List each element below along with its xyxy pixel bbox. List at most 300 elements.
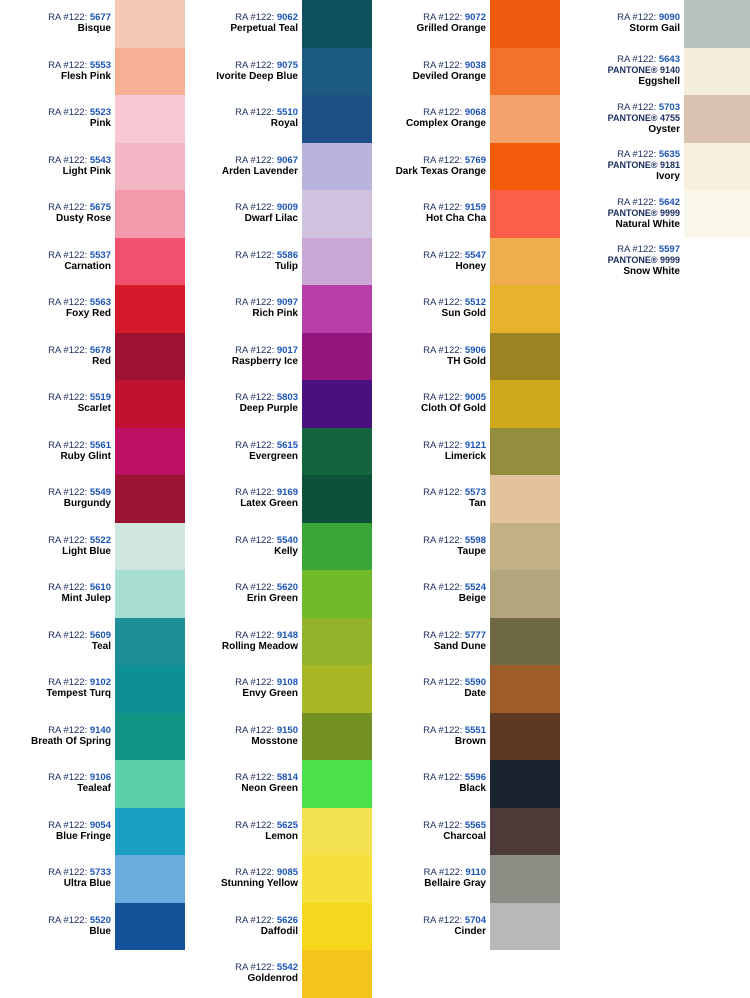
swatch-code-prefix: RA #122: [423, 867, 463, 879]
color-swatch-row [4, 285, 185, 333]
swatch-name: Ruby Glint [60, 450, 111, 462]
swatch-code [235, 630, 298, 641]
color-chip [302, 380, 372, 428]
swatch-pantone-code: PANTONE® 4755 [607, 112, 680, 123]
color-chip [115, 760, 185, 808]
swatch-name: Burgundy [63, 498, 111, 510]
swatch-code [48, 772, 111, 783]
swatch-code [423, 820, 486, 831]
color-chip [115, 190, 185, 238]
color-chip [115, 0, 185, 48]
swatch-name: Grilled Orange [416, 23, 486, 35]
swatch-code-prefix: RA #122: [423, 59, 463, 71]
swatch-name: Brown [454, 735, 486, 747]
swatch-code-prefix: RA #122: [48, 534, 88, 546]
color-chip [302, 428, 372, 476]
swatch-labels [185, 855, 302, 903]
swatch-code [48, 535, 111, 546]
swatch-name: Tealeaf [77, 783, 111, 795]
swatch-code [423, 535, 486, 546]
swatch-code [235, 867, 298, 878]
swatch-code [48, 677, 111, 688]
swatch-labels [372, 190, 490, 238]
swatch-name: Tan [468, 498, 486, 510]
swatch-name: Oyster [648, 123, 680, 135]
color-chip [490, 713, 560, 761]
swatch-name: Neon Green [241, 783, 298, 795]
color-swatch-row [185, 48, 372, 96]
swatch-code-number: 5642 [658, 196, 680, 208]
color-chip [302, 855, 372, 903]
color-swatch-row [185, 665, 372, 713]
swatch-name: Limerick [444, 450, 486, 462]
color-chip [302, 190, 372, 238]
color-chip [684, 143, 750, 191]
swatch-code-number: 5675 [89, 202, 111, 214]
swatch-labels [185, 428, 302, 476]
color-chip [302, 333, 372, 381]
swatch-code-number: 5520 [89, 914, 111, 926]
swatch-code-prefix: RA #122: [48, 202, 88, 214]
color-chip [490, 760, 560, 808]
swatch-code-number: 5524 [464, 582, 486, 594]
swatch-code-prefix: RA #122: [235, 12, 275, 24]
swatch-name: Daffodil [260, 925, 298, 937]
color-swatch-row [4, 380, 185, 428]
color-swatch-row [372, 808, 560, 856]
color-chip [490, 523, 560, 571]
swatch-code-number: 9017 [276, 344, 298, 356]
swatch-code-prefix: RA #122: [48, 582, 88, 594]
swatch-code-number: 5522 [89, 534, 111, 546]
color-swatch-row [4, 333, 185, 381]
color-swatch-row [560, 238, 750, 286]
swatch-code [235, 250, 298, 261]
swatch-code-number: 9159 [464, 202, 486, 214]
color-chip [302, 143, 372, 191]
swatch-code-prefix: RA #122: [423, 154, 463, 166]
color-chip [490, 48, 560, 96]
swatch-code-number: 5777 [464, 629, 486, 641]
swatch-name: Ivorite Deep Blue [216, 70, 298, 82]
swatch-name: Evergreen [249, 450, 298, 462]
swatch-labels [372, 665, 490, 713]
swatch-code [48, 440, 111, 451]
swatch-code-prefix: RA #122: [235, 819, 275, 831]
color-swatch-row [185, 713, 372, 761]
color-chip [490, 618, 560, 666]
swatch-code-number: 5547 [464, 249, 486, 261]
swatch-code-number: 5814 [276, 772, 298, 784]
swatch-code-number: 9148 [276, 629, 298, 641]
swatch-code-number: 5626 [276, 914, 298, 926]
swatch-code [235, 345, 298, 356]
swatch-code-number: 5551 [464, 724, 486, 736]
swatch-code-prefix: RA #122: [617, 54, 657, 66]
swatch-code [48, 345, 111, 356]
color-chip [490, 475, 560, 523]
swatch-labels [560, 48, 684, 96]
swatch-code-number: 5563 [89, 297, 111, 309]
color-swatch-row [185, 950, 372, 998]
swatch-labels [4, 760, 115, 808]
swatch-code-number: 5553 [89, 59, 111, 71]
swatch-code-prefix: RA #122: [423, 344, 463, 356]
swatch-labels [185, 523, 302, 571]
color-chip [490, 333, 560, 381]
color-swatch-row [185, 333, 372, 381]
swatch-name: Date [464, 688, 486, 700]
color-chip [115, 618, 185, 666]
color-swatch-row [185, 475, 372, 523]
swatch-name: Honey [455, 260, 486, 272]
swatch-code-prefix: RA #122: [235, 392, 275, 404]
color-swatch-row [185, 380, 372, 428]
swatch-labels [185, 0, 302, 48]
swatch-labels [372, 143, 490, 191]
swatch-labels [4, 190, 115, 238]
swatch-name: Eggshell [638, 76, 680, 88]
swatch-name: Hot Cha Cha [426, 213, 486, 225]
swatch-labels [185, 285, 302, 333]
swatch-code-prefix: RA #122: [235, 107, 275, 119]
swatch-name: Rolling Meadow [221, 640, 298, 652]
swatch-code-prefix: RA #122: [235, 582, 275, 594]
swatch-labels [372, 570, 490, 618]
swatch-name: Cinder [454, 925, 486, 937]
column-2 [185, 0, 372, 985]
swatch-name: Sun Gold [441, 308, 486, 320]
swatch-name: Ivory [656, 171, 680, 183]
color-chip [115, 380, 185, 428]
color-swatch-row [4, 95, 185, 143]
color-swatch-row [4, 570, 185, 618]
swatch-code-prefix: RA #122: [423, 724, 463, 736]
swatch-name: Flesh Pink [60, 70, 111, 82]
swatch-code-prefix: RA #122: [48, 439, 88, 451]
swatch-code-number: 5625 [276, 819, 298, 831]
swatch-labels [372, 238, 490, 286]
swatch-code-prefix: RA #122: [423, 12, 463, 24]
swatch-code-prefix: RA #122: [48, 12, 88, 24]
color-chip [115, 333, 185, 381]
swatch-name: Foxy Red [65, 308, 111, 320]
swatch-code [617, 197, 680, 208]
swatch-labels [372, 333, 490, 381]
swatch-code-prefix: RA #122: [423, 772, 463, 784]
swatch-code-prefix: RA #122: [48, 772, 88, 784]
swatch-labels [372, 0, 490, 48]
swatch-code-prefix: RA #122: [423, 487, 463, 499]
swatch-labels [185, 190, 302, 238]
swatch-code-number: 9108 [276, 677, 298, 689]
column-3 [372, 0, 560, 937]
swatch-labels [4, 475, 115, 523]
swatch-code [235, 582, 298, 593]
swatch-code-prefix: RA #122: [617, 149, 657, 161]
swatch-labels [560, 0, 684, 48]
color-swatch-row [372, 143, 560, 191]
swatch-code-number: 9097 [276, 297, 298, 309]
swatch-code-number: 9068 [464, 107, 486, 119]
swatch-code-prefix: RA #122: [48, 724, 88, 736]
color-chip [115, 95, 185, 143]
swatch-labels [560, 190, 684, 238]
swatch-code-number: 5586 [276, 249, 298, 261]
swatch-code [48, 867, 111, 878]
swatch-name: Teal [91, 640, 111, 652]
swatch-labels [185, 380, 302, 428]
color-swatch-row [372, 475, 560, 523]
swatch-code-number: 5769 [464, 154, 486, 166]
swatch-code [617, 149, 680, 160]
swatch-code-number: 5704 [464, 914, 486, 926]
swatch-code-prefix: RA #122: [48, 914, 88, 926]
swatch-name: Latex Green [240, 498, 298, 510]
swatch-code-prefix: RA #122: [423, 107, 463, 119]
swatch-code-number: 9140 [89, 724, 111, 736]
swatch-labels [372, 380, 490, 428]
swatch-code [235, 962, 298, 973]
swatch-labels [4, 143, 115, 191]
swatch-labels [372, 760, 490, 808]
swatch-name: Mosstone [251, 735, 298, 747]
swatch-code [235, 820, 298, 831]
color-chip [490, 428, 560, 476]
swatch-name: Perpetual Teal [230, 23, 298, 35]
swatch-code-number: 9067 [276, 154, 298, 166]
color-swatch-row [185, 855, 372, 903]
swatch-code-prefix: RA #122: [48, 154, 88, 166]
swatch-labels [560, 238, 684, 286]
swatch-code [235, 392, 298, 403]
swatch-name: Light Pink [62, 165, 111, 177]
color-swatch-row [372, 855, 560, 903]
swatch-code-prefix: RA #122: [423, 439, 463, 451]
color-chip [115, 523, 185, 571]
swatch-code-number: 5620 [276, 582, 298, 594]
swatch-name: Deviled Orange [412, 70, 486, 82]
swatch-code [48, 725, 111, 736]
color-chip [490, 143, 560, 191]
swatch-code-number: 5678 [89, 344, 111, 356]
color-swatch-row [185, 95, 372, 143]
swatch-code [423, 772, 486, 783]
color-swatch-row [372, 380, 560, 428]
swatch-name: Dark Texas Orange [395, 165, 486, 177]
color-chip [302, 665, 372, 713]
swatch-code [48, 630, 111, 641]
color-swatch-row [185, 618, 372, 666]
color-swatch-row [372, 333, 560, 381]
swatch-code-prefix: RA #122: [235, 962, 275, 974]
swatch-code-prefix: RA #122: [235, 677, 275, 689]
swatch-code [48, 820, 111, 831]
swatch-labels [4, 903, 115, 951]
swatch-code [423, 107, 486, 118]
color-swatch-row [4, 808, 185, 856]
swatch-code-prefix: RA #122: [48, 867, 88, 879]
swatch-name: Cloth Of Gold [421, 403, 486, 415]
color-chip [302, 95, 372, 143]
swatch-code [235, 202, 298, 213]
swatch-labels [185, 903, 302, 951]
swatch-code [424, 867, 486, 878]
color-chip [302, 713, 372, 761]
swatch-code-number: 5703 [658, 101, 680, 113]
color-swatch-row [372, 238, 560, 286]
swatch-name: Beige [458, 593, 486, 605]
swatch-code [235, 107, 298, 118]
color-swatch-row [4, 618, 185, 666]
color-swatch-row [4, 713, 185, 761]
color-swatch-row [372, 665, 560, 713]
swatch-code-number: 5590 [464, 677, 486, 689]
swatch-code-prefix: RA #122: [235, 344, 275, 356]
swatch-labels [4, 238, 115, 286]
swatch-name: Complex Orange [405, 118, 486, 130]
color-swatch-row [185, 285, 372, 333]
color-chip [684, 0, 750, 48]
swatch-name: Dusty Rose [55, 213, 111, 225]
swatch-name: Erin Green [246, 593, 298, 605]
swatch-labels [372, 855, 490, 903]
swatch-code [423, 202, 486, 213]
swatch-code-prefix: RA #122: [235, 914, 275, 926]
swatch-code-prefix: RA #122: [617, 101, 657, 113]
swatch-code-prefix: RA #122: [235, 772, 275, 784]
swatch-pantone-code: PANTONE® 9181 [607, 160, 680, 171]
swatch-code-prefix: RA #122: [235, 534, 275, 546]
swatch-name: TH Gold [447, 355, 486, 367]
swatch-code-prefix: RA #122: [617, 196, 657, 208]
swatch-code [235, 915, 298, 926]
swatch-code-number: 5540 [276, 534, 298, 546]
swatch-code [48, 60, 111, 71]
swatch-code-number: 5803 [276, 392, 298, 404]
swatch-labels [185, 713, 302, 761]
swatch-name: Bisque [77, 23, 111, 35]
swatch-code-number: 5523 [89, 107, 111, 119]
swatch-labels [4, 855, 115, 903]
swatch-code-number: 9106 [89, 772, 111, 784]
color-swatch-row [185, 808, 372, 856]
swatch-name: Goldenrod [247, 973, 298, 985]
swatch-labels [560, 95, 684, 143]
swatch-code [423, 630, 486, 641]
swatch-code-prefix: RA #122: [48, 487, 88, 499]
swatch-code-prefix: RA #122: [48, 819, 88, 831]
color-swatch-row [372, 618, 560, 666]
swatch-code-number: 9009 [276, 202, 298, 214]
swatch-labels [372, 48, 490, 96]
color-chip [490, 665, 560, 713]
swatch-pantone-code: PANTONE® 9999 [607, 207, 680, 218]
swatch-name: Blue Fringe [55, 830, 111, 842]
swatch-code-number: 5512 [464, 297, 486, 309]
swatch-pantone-code: PANTONE® 9140 [607, 65, 680, 76]
swatch-code-number: 9072 [464, 12, 486, 24]
swatch-name: Tulip [274, 260, 298, 272]
swatch-code [48, 107, 111, 118]
swatch-name: Storm Gail [629, 23, 680, 35]
color-swatch-row [185, 190, 372, 238]
color-swatch-row [560, 48, 750, 96]
swatch-labels [4, 380, 115, 428]
color-swatch-row [4, 903, 185, 951]
swatch-labels [185, 333, 302, 381]
swatch-name: Red [92, 355, 111, 367]
color-swatch-row [4, 0, 185, 48]
swatch-code-number: 9121 [464, 439, 486, 451]
swatch-code-prefix: RA #122: [235, 487, 275, 499]
swatch-labels [4, 665, 115, 713]
color-chip [302, 523, 372, 571]
swatch-code-prefix: RA #122: [423, 534, 463, 546]
swatch-name: Dwarf Lilac [244, 213, 298, 225]
swatch-name: Royal [270, 118, 298, 130]
color-swatch-row [560, 190, 750, 238]
swatch-code-number: 5537 [89, 249, 111, 261]
color-swatch-row [185, 428, 372, 476]
swatch-labels [372, 428, 490, 476]
swatch-code [235, 155, 298, 166]
swatch-code-number: 5615 [276, 439, 298, 451]
swatch-code-number: 9062 [276, 12, 298, 24]
swatch-labels [4, 713, 115, 761]
color-swatch-row [372, 285, 560, 333]
color-chip [302, 760, 372, 808]
swatch-code-prefix: RA #122: [48, 677, 88, 689]
color-swatch-row [185, 760, 372, 808]
column-1 [0, 0, 185, 937]
swatch-name: Breath Of Spring [30, 735, 111, 747]
color-swatch-row [372, 428, 560, 476]
swatch-code-prefix: RA #122: [235, 439, 275, 451]
color-swatch-row [560, 95, 750, 143]
color-swatch-row [4, 665, 185, 713]
swatch-code-number: 5565 [464, 819, 486, 831]
swatch-code [48, 392, 111, 403]
swatch-labels [185, 143, 302, 191]
swatch-code [235, 440, 298, 451]
swatch-name: Ultra Blue [63, 878, 111, 890]
swatch-labels [185, 808, 302, 856]
swatch-code-number: 9005 [464, 392, 486, 404]
swatch-code-number: 9038 [464, 59, 486, 71]
swatch-code-number: 5597 [658, 244, 680, 256]
color-chip [115, 570, 185, 618]
swatch-name: Raspberry Ice [231, 355, 298, 367]
swatch-labels [185, 238, 302, 286]
color-chip [115, 428, 185, 476]
color-chip [115, 143, 185, 191]
swatch-code-prefix: RA #122: [423, 297, 463, 309]
swatch-labels [372, 618, 490, 666]
swatch-labels [372, 475, 490, 523]
swatch-code [423, 915, 486, 926]
swatch-code-number: 9169 [276, 487, 298, 499]
swatch-code [423, 250, 486, 261]
swatch-name: Rich Pink [252, 308, 298, 320]
swatch-code [235, 725, 298, 736]
color-chip [302, 808, 372, 856]
color-chip [115, 285, 185, 333]
swatch-labels [185, 950, 302, 998]
swatch-code [617, 244, 680, 255]
swatch-labels [4, 618, 115, 666]
swatch-code-prefix: RA #122: [48, 59, 88, 71]
